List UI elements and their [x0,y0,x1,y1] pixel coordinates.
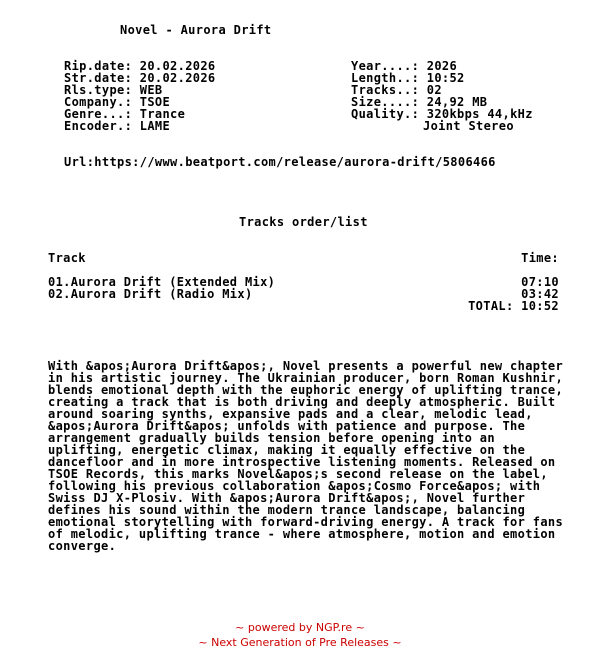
info-str-date: Str.date: 20.02.2026 [64,71,216,85]
info-rls-type: Rls.type: WEB [64,83,163,97]
tracks-heading: Tracks order/list [239,215,368,229]
description-line: dancefloor and in more introspective listening moments. Released on [48,455,556,469]
info-length: Length..: 10:52 [351,71,465,85]
description-line: following his previous collaboration &apos;Cosmo Force&apos; with [48,479,541,493]
release-url[interactable]: Url:https://www.beatport.com/release/aurora-drift/5806466 [64,155,496,169]
description-line: arrangement gradually builds tension before opening into an [48,431,495,445]
description-line: uplifting, energetic climax, making it equally effective on the [48,443,526,457]
footer-powered-by[interactable]: ~ powered by NGP.re ~ [235,621,365,634]
track-title: 01.Aurora Drift (Extended Mix) [48,275,276,289]
footer-tagline: ~ Next Generation of Pre Releases ~ [198,636,402,649]
time-column-header: Time: [521,251,559,265]
description-line: in his artistic journey. The Ukrainian producer, born Roman Kushnir, [48,371,564,385]
total-length: TOTAL: 10:52 [468,299,559,313]
description-line: &apos;Aurora Drift&apos; unfolds with patience and purpose. The [48,419,526,433]
description-line: of melodic, uplifting trance - where atmosphere, motion and emotion [48,527,556,541]
info-genre: Genre...: Trance [64,107,186,121]
description-line: creating a track that is both driving and deeply atmospheric. Built [48,395,556,409]
description-line: With &apos;Aurora Drift&apos;, Novel presents a powerful new chapter [48,359,564,373]
description-line: defines his sound within the modern trance landscape, balancing [48,503,526,517]
track-time: 03:42 [521,287,559,301]
track-title: 02.Aurora Drift (Radio Mix) [48,287,253,301]
track-column-header: Track [48,251,86,265]
info-size: Size....: 24,92 MB [351,95,488,109]
description-line: around soaring synths, expansive pads and a clear, melodic lead, [48,407,533,421]
info-encoder: Encoder.: LAME [64,119,171,133]
info-rip-date: Rip.date: 20.02.2026 [64,59,216,73]
info-stereo: Joint Stereo [423,119,514,133]
description-line: blends emotional depth with the euphoric energy of uplifting trance, [48,383,564,397]
info-tracks: Tracks..: 02 [351,83,442,97]
track-time: 07:10 [521,275,559,289]
info-company: Company.: TSOE [64,95,171,109]
description-line: emotional storytelling with forward-driving energy. A track for fans [48,515,564,529]
description-line: TSOE Records, this marks Novel&apos;s second release on the label, [48,467,548,481]
release-title: Novel - Aurora Drift [120,23,272,37]
info-quality: Quality.: 320kbps 44,kHz [351,107,533,121]
description-line: converge. [48,539,117,553]
info-year: Year....: 2026 [351,59,458,73]
description-line: Swiss DJ X-Plosiv. With &apos;Aurora Drift&apos;, Novel further [48,491,526,505]
